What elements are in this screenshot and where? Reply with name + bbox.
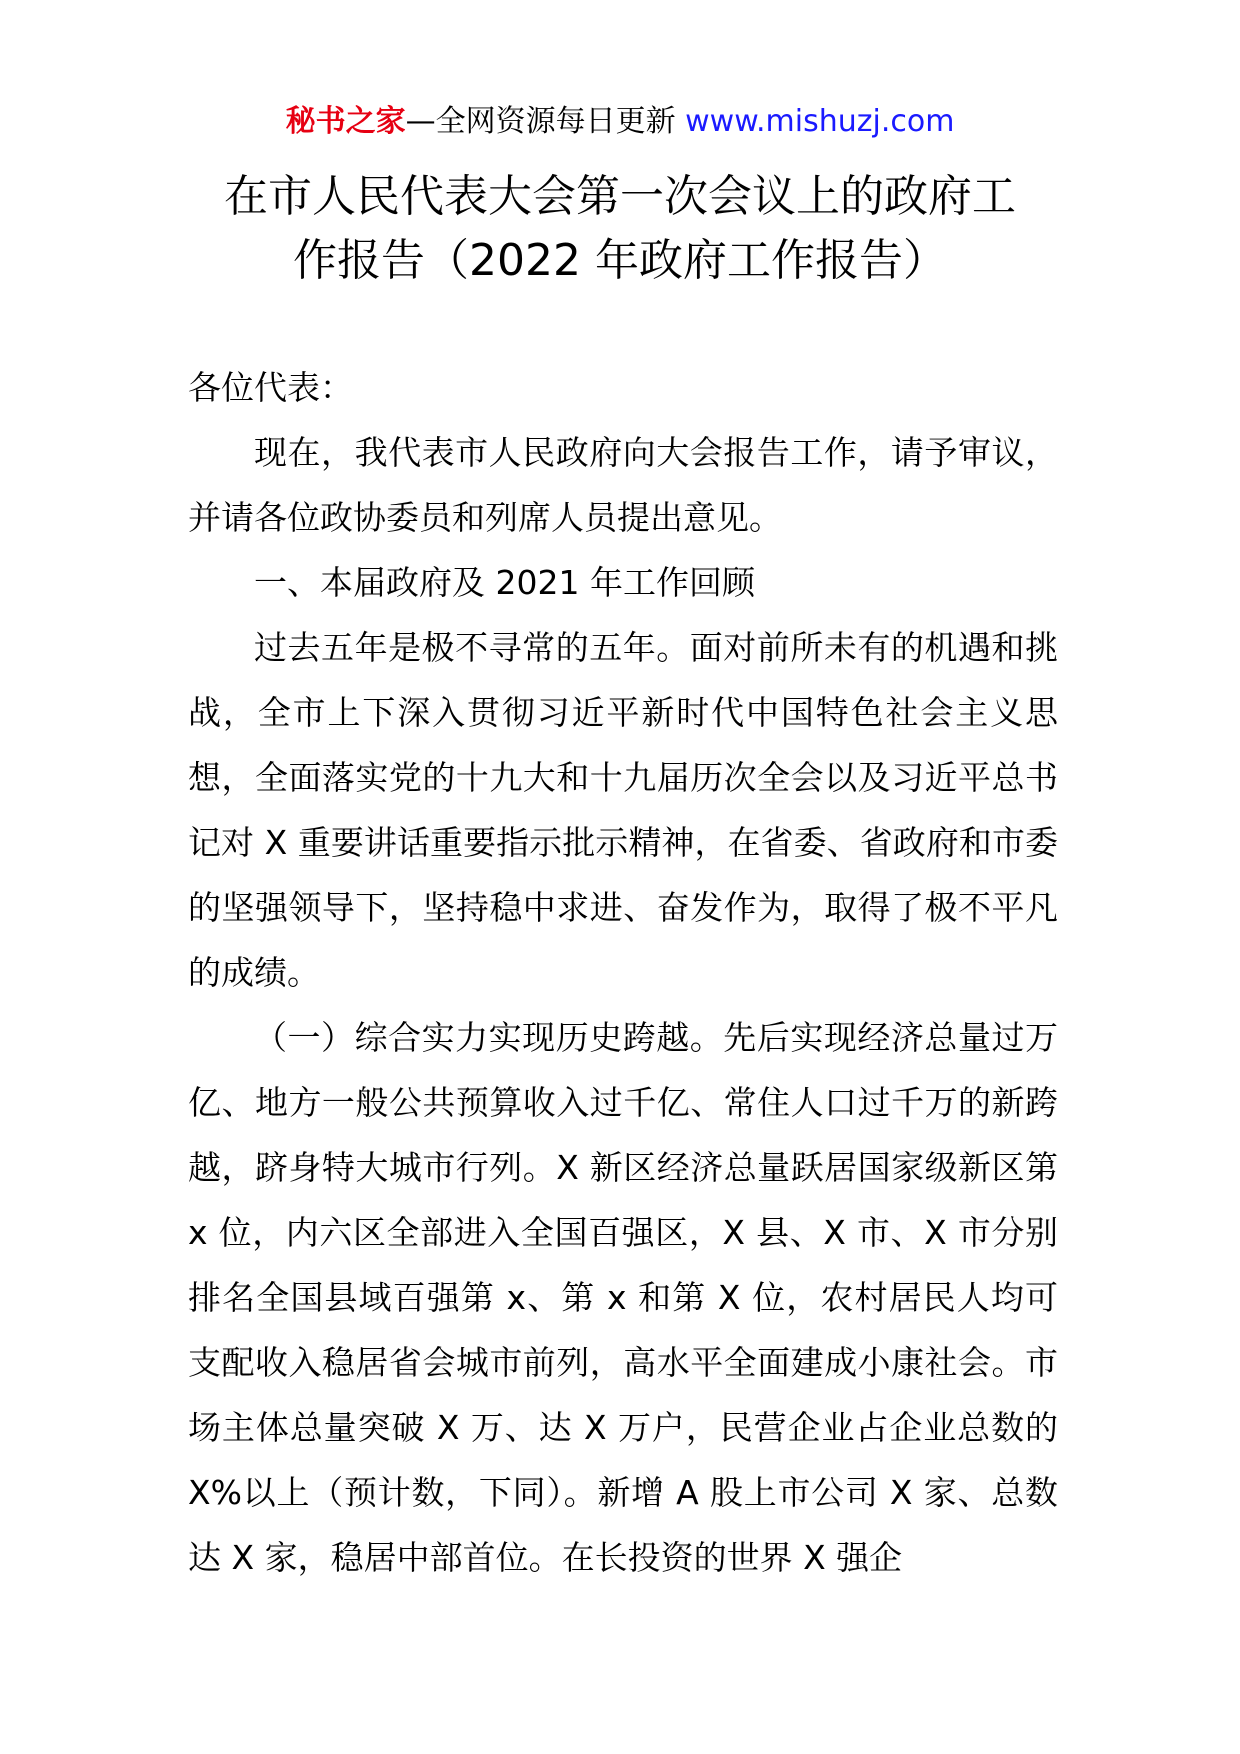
title-line-2: 作报告（2022 年政府工作报告） bbox=[293, 235, 947, 286]
document-body bbox=[188, 355, 1058, 1590]
title-line-1: 在市人民代表大会第一次会议上的政府工 bbox=[224, 171, 1016, 222]
site-tagline: —全网资源每日更新 bbox=[405, 104, 676, 139]
paragraph-strength: （一）综合实力实现历史跨越。先后实现经济总量过万亿、地方一般公共预算收入过千亿、常住人口过千万的新跨越，跻身特大城市行列。X 新区经济总量跃居国家级新区第 x 位，内六区全部进入全国百强区，X 县、X 市、X 市分别排名全国县域百强第 x、第 x 和第 X 位，农村居民人均可支配收入稳居省会城市前列，高水平全面建成小康社会。市场主体总量突破 X 万、达 X 万户，民营企业占企业总数的 X%以上（预计数，下同）。新增 A 股上市公司 X 家、总数达 X 家，稳居中部首位。在长投资的世界 X 强企 bbox=[188, 1018, 1058, 1577]
document-title bbox=[150, 165, 1090, 293]
site-brand: 秘书之家 bbox=[285, 104, 406, 139]
site-url-link[interactable]: www.mishuzj.com bbox=[685, 104, 955, 139]
paragraph-intro: 现在，我代表市人民政府向大会报告工作，请予审议，并请各位政协委员和列席人员提出意见。 bbox=[188, 433, 1058, 537]
salutation: 各位代表： bbox=[188, 368, 353, 407]
paragraph-review: 过去五年是极不寻常的五年。面对前所未有的机遇和挑战，全市上下深入贯彻习近平新时代中国特色社会主义思想，全面落实党的十九大和十九届历次全会以及习近平总书记对 X 重要讲话重要指示批示精神，在省委、省政府和市委的坚强领导下，坚持稳中求进、奋发作为，取得了极不平凡的成绩。 bbox=[188, 628, 1058, 992]
site-header bbox=[0, 100, 1240, 144]
section-heading: 一、本届政府及 2021 年工作回顾 bbox=[254, 563, 755, 602]
